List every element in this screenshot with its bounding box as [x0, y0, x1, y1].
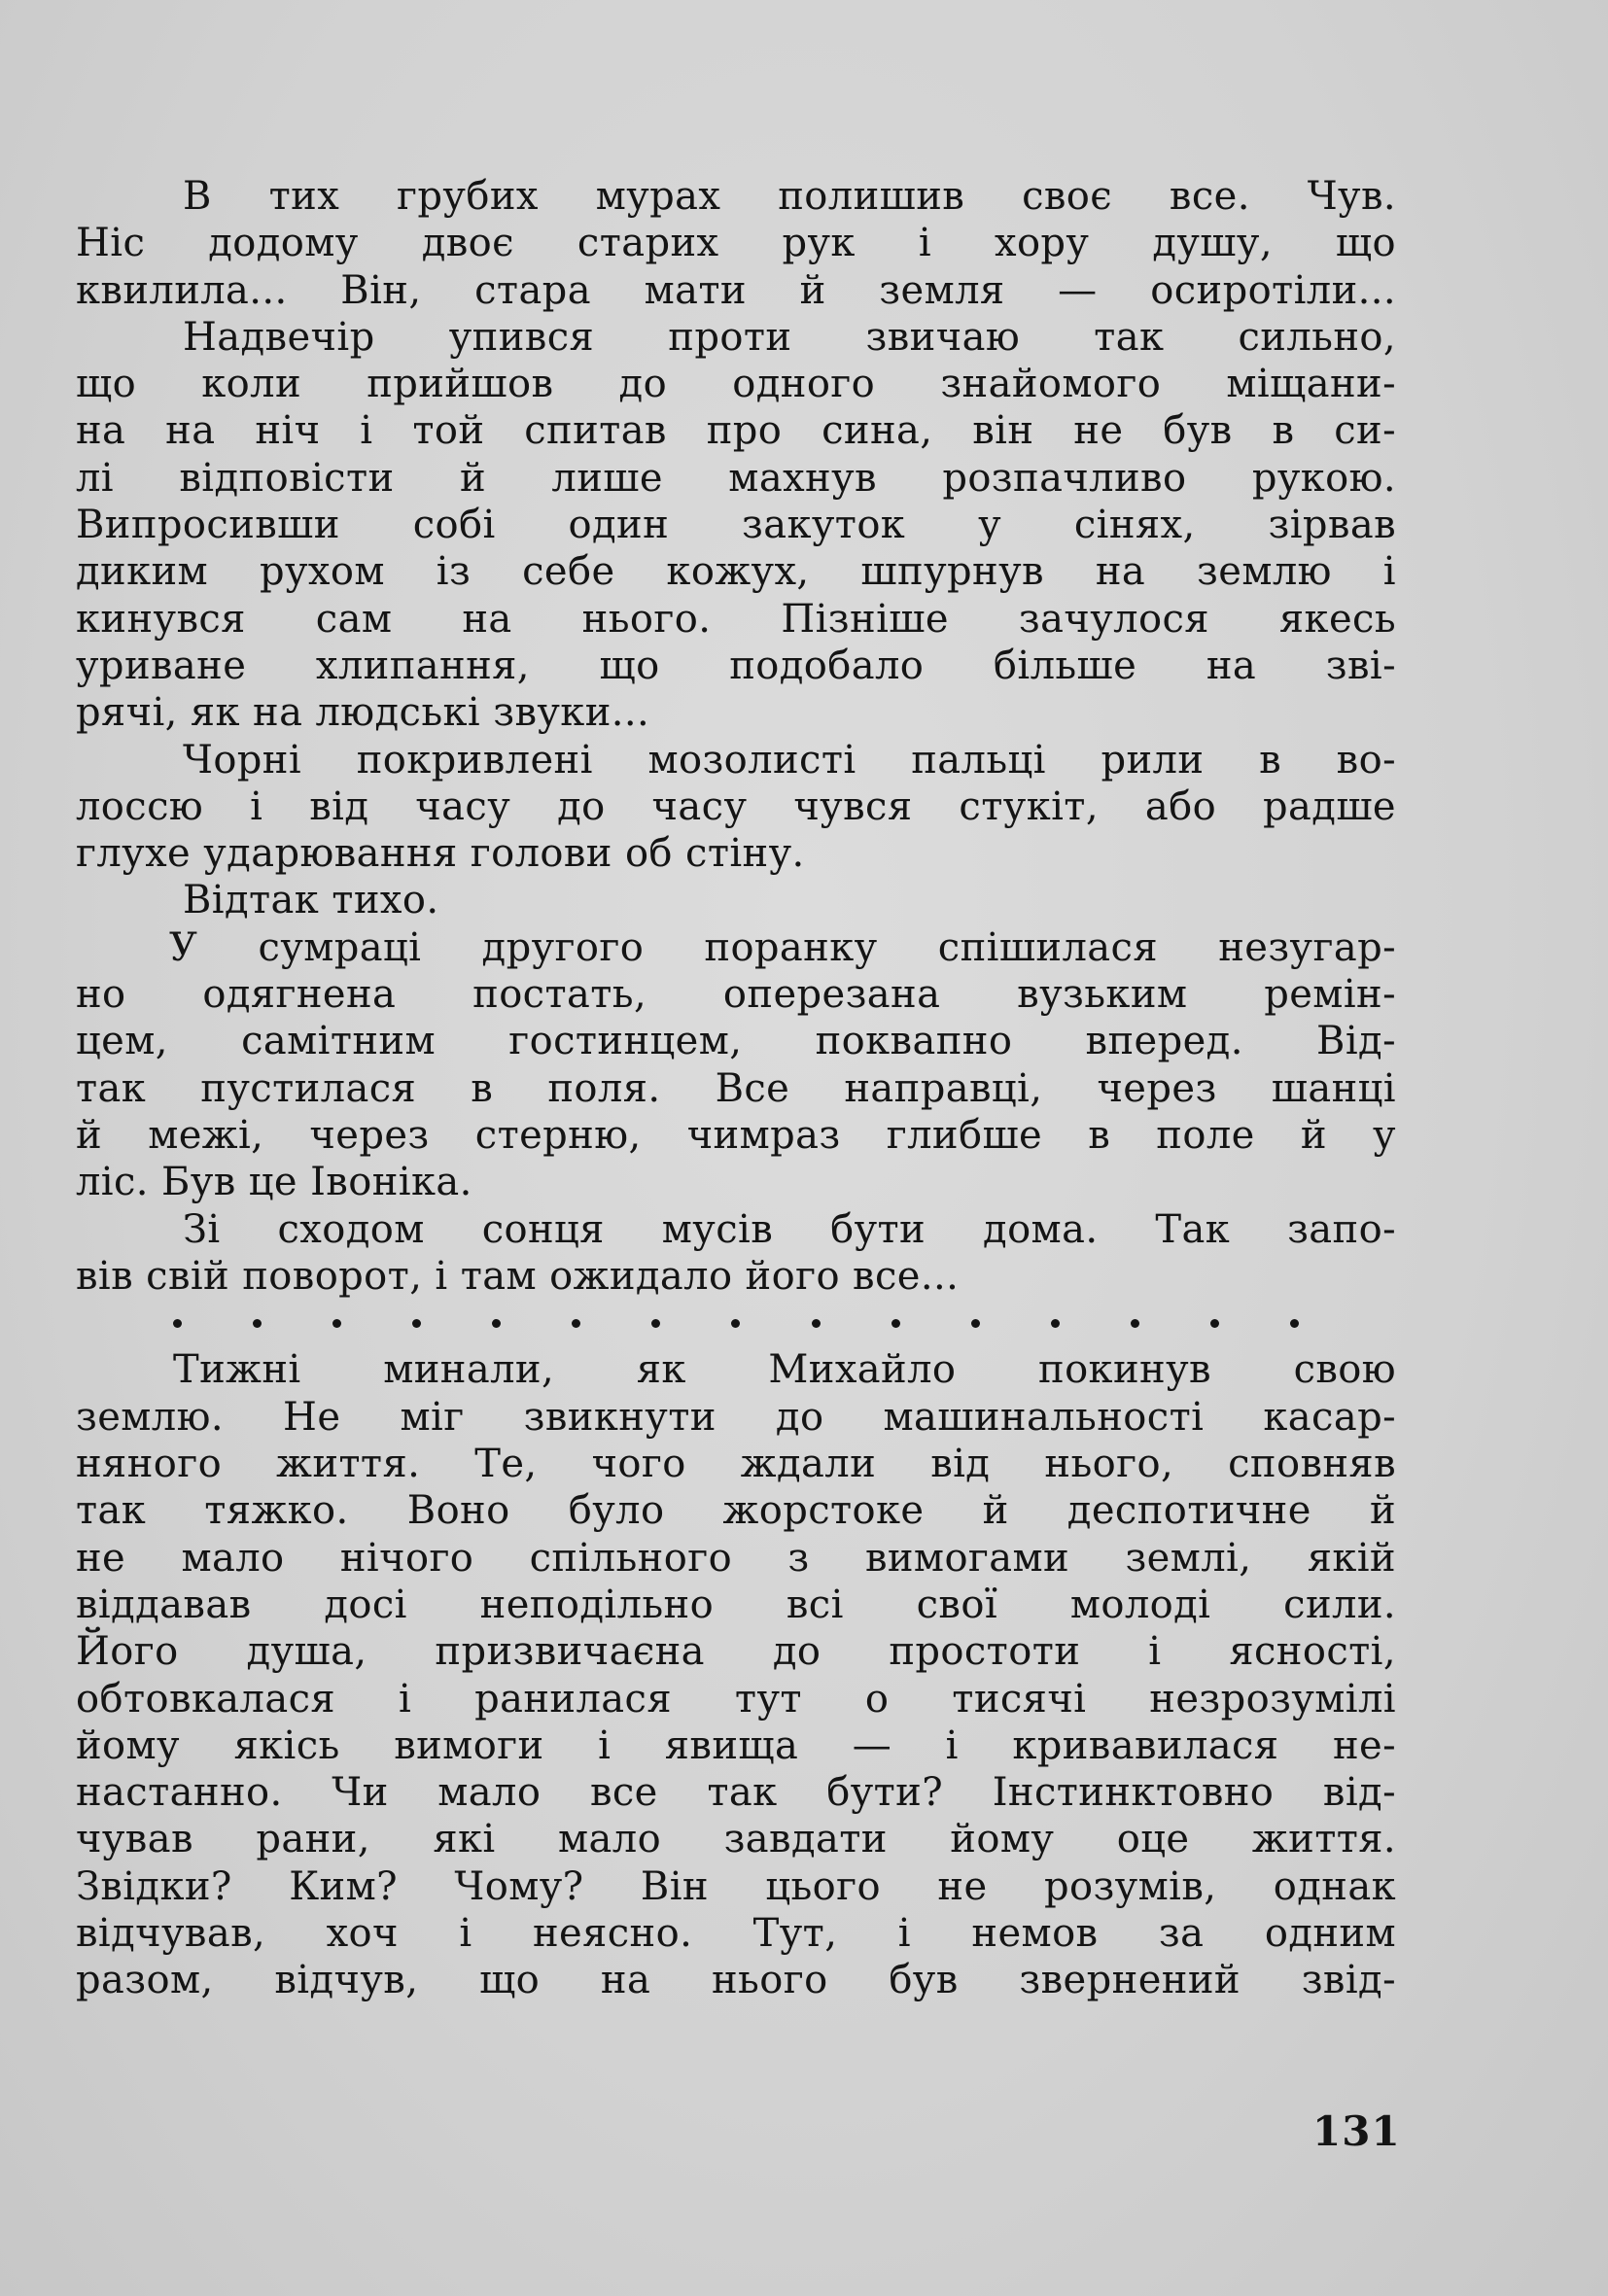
text-line: У сумраці другого поранку спішилася незугар-	[169, 924, 1396, 970]
page-number: 131	[1312, 2107, 1401, 2155]
text-line: вів свій поворот, і там ожидало його все...	[76, 1253, 960, 1299]
text-line: що коли прийшов до одного знайомого міщани-	[76, 362, 1396, 407]
text-line: Зі сходом сонця мусів бути дома. Так запо-	[183, 1206, 1396, 1252]
text-line: Тижні минали, як Михайло покинув свою	[173, 1347, 1396, 1393]
text-line: так тяжко. Воно було жорстоке й деспотичне й	[76, 1488, 1396, 1534]
divider-dot	[651, 1319, 660, 1328]
divider-dot	[1051, 1319, 1060, 1328]
page-body-text	[76, 173, 1396, 2004]
divider-dot	[1131, 1319, 1139, 1328]
text-line: няного життя. Те, чого ждали від нього, сповняв	[76, 1442, 1396, 1487]
divider-dot	[412, 1319, 421, 1328]
text-line: В тих грубих мурах полишив своє все. Чув.	[183, 174, 1396, 219]
text-line: диким рухом із себе кожух, шпурнув на землю і	[76, 549, 1396, 595]
text-line: на на ніч і той спитав про сина, він не був в си-	[76, 408, 1396, 454]
text-line: Чорні покривлені мозолисті пальці рили в во-	[183, 737, 1396, 783]
text-line: Випросивши собі один закуток у сінях, зірвав	[76, 503, 1396, 548]
text-line: обтовкалася і ранилася тут о тисячі незрозумілі	[76, 1676, 1396, 1722]
text-line: уриване хлипання, що подобало більше на зві-	[76, 643, 1396, 688]
section-divider-dots	[76, 1300, 1396, 1346]
text-line: Його душа, призвичаєна до простоти і ясності,	[76, 1629, 1396, 1675]
text-line: Звідки? Ким? Чому? Він цього не розумів, однак	[76, 1863, 1396, 1909]
text-line: Надвечір упився проти звичаю так сильно,	[183, 314, 1396, 360]
text-line: рячі, як на людські звуки...	[76, 690, 650, 736]
divider-dot	[891, 1319, 900, 1328]
text-line: землю. Не міг звикнути до машинальності касар-	[76, 1394, 1396, 1440]
text-line: настанно. Чи мало все так бути? Інстинктовно від-	[76, 1770, 1396, 1816]
divider-dot	[1290, 1319, 1299, 1328]
text-line: лі відповісти й лише махнув розпачливо рукою.	[76, 455, 1396, 501]
text-line: разом, відчув, що на нього був звернений звід-	[76, 1958, 1396, 2003]
divider-dot	[332, 1319, 341, 1328]
text-line: й межі, через стерню, чимраз глибше в поле й у	[76, 1112, 1396, 1158]
text-line: Ніс додому двоє старих рук і хору душу, що	[76, 221, 1396, 266]
text-line: глухе ударювання голови об стіну.	[76, 831, 805, 877]
divider-dot	[812, 1319, 821, 1328]
text-line: чував рани, які мало завдати йому оце життя.	[76, 1817, 1396, 1862]
text-line: відчував, хоч і неясно. Тут, і немов за одним	[76, 1910, 1396, 1956]
divider-dot	[971, 1319, 980, 1328]
text-line: ліс. Був це Івоніка.	[76, 1160, 472, 1205]
text-line: не мало нічого спільного з вимогами землі, якій	[76, 1535, 1396, 1581]
text-line: Відтак тихо.	[183, 878, 439, 923]
text-line: квилила... Він, стара мати й земля — осиротіли...	[76, 267, 1396, 313]
text-line: йому якісь вимоги і явища — і кривавилася не-	[76, 1722, 1396, 1768]
divider-dot	[572, 1319, 580, 1328]
text-line: так пустилася в поля. Все направці, через шанці	[76, 1065, 1396, 1111]
text-line: цем, самітним гостинцем, поквапно вперед. Від-	[76, 1019, 1396, 1064]
divider-dot	[173, 1319, 182, 1328]
text-line: кинувся сам на нього. Пізніше зачулося якесь	[76, 596, 1396, 642]
text-line: лоссю і від часу до часу чувся стукіт, або радше	[76, 783, 1396, 829]
text-line: віддавав досі неподільно всі свої молоді сили.	[76, 1582, 1396, 1627]
divider-dot	[492, 1319, 501, 1328]
text-line: но одягнена постать, оперезана вузьким ремін-	[76, 972, 1396, 1018]
divider-dot	[731, 1319, 740, 1328]
divider-dot	[1210, 1319, 1219, 1328]
divider-dot	[253, 1319, 262, 1328]
